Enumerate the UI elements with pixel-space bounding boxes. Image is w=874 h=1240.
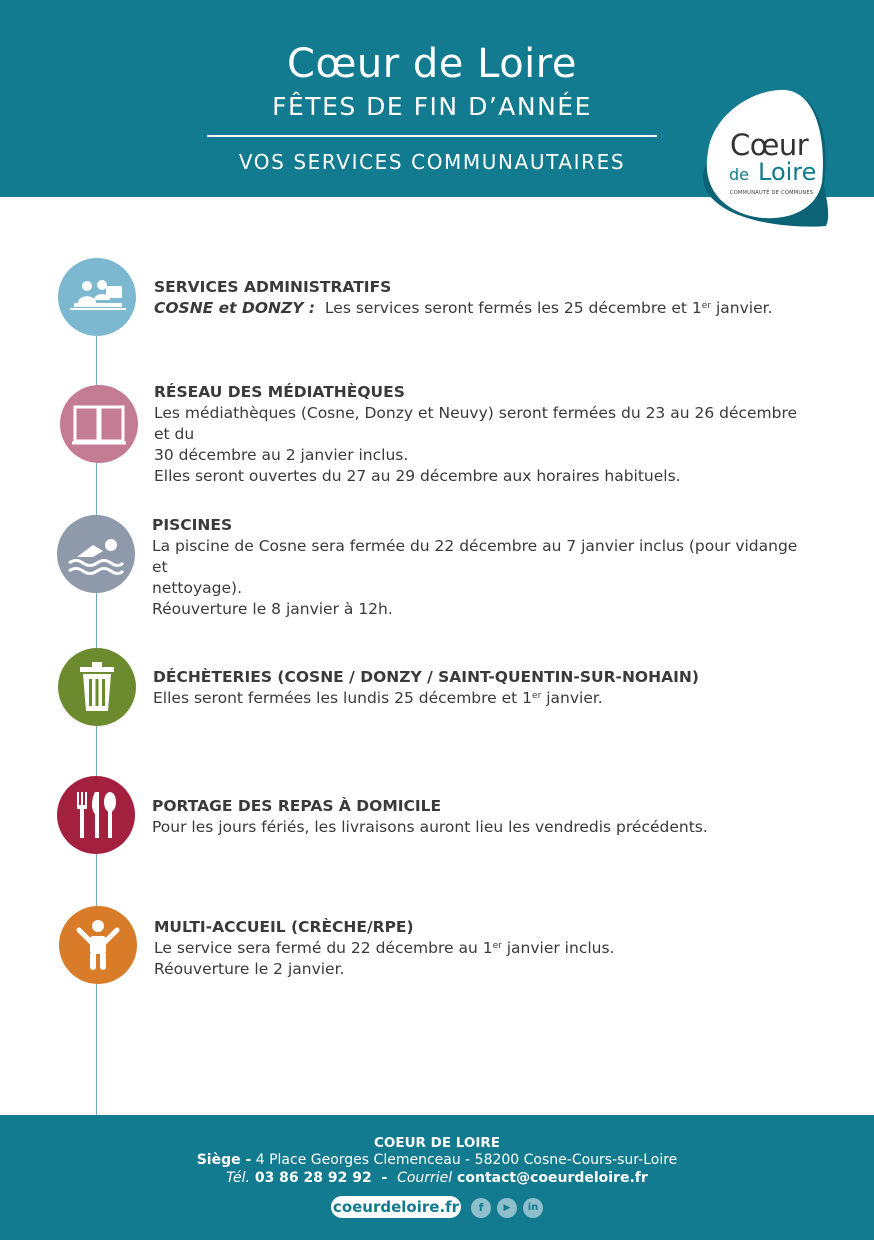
section-text-line: 30 décembre au 2 janvier inclus. (154, 446, 409, 464)
page-subtitle: FÊTES DE FIN D’ANNÉE (272, 92, 592, 121)
section-services-administratifs (154, 277, 814, 319)
section-portage-repas (152, 796, 812, 838)
footer-org: COEUR DE LOIRE (373, 1135, 501, 1151)
footer-contact: Tél. 03 86 28 92 92 - Courriel contact@coeurdeloire.fr (226, 1170, 648, 1186)
trash-bin-icon (58, 648, 136, 726)
youtube-icon[interactable]: ▶ (497, 1198, 517, 1218)
page-title: Cœur de Loire (287, 41, 577, 87)
section-decheteries (153, 667, 813, 709)
section-text-line: Pour les jours fériés, les livraisons auront lieu les vendredis précédents. (152, 818, 708, 836)
footer (0, 1115, 874, 1240)
logo (694, 86, 834, 231)
section-text: Le service sera fermé du 22 décembre au 1er janvier inclus. (154, 939, 615, 957)
logo-text-coeur: Cœur (730, 128, 809, 162)
section-piscines (152, 515, 812, 620)
section-text-line: La piscine de Cosne sera fermée du 22 décembre au 7 janvier inclus (pour vidange et (152, 537, 798, 576)
section-text-line: Les médiathèques (Cosne, Donzy et Neuvy) seront fermées du 23 au 26 décembre et du (154, 404, 798, 443)
section-title: PISCINES (152, 516, 233, 534)
section-text-line: Réouverture le 2 janvier. (154, 960, 345, 978)
logo-text-de: de (729, 165, 749, 184)
section-text-line: nettoyage). (152, 579, 243, 597)
email-link[interactable]: contact@coeurdeloire.fr (452, 1170, 648, 1186)
header-divider (207, 135, 657, 137)
logo-text-communaute: COMMUNAUTÉ DE COMMUNES (730, 190, 814, 196)
section-title: MULTI-ACCUEIL (CRÈCHE/RPE) (154, 918, 414, 936)
section-title: SERVICES ADMINISTRATIFS (154, 278, 392, 296)
section-mediatheques (154, 382, 814, 487)
section-title: PORTAGE DES REPAS À DOMICILE (152, 797, 442, 815)
open-book-icon (60, 385, 138, 463)
website-link[interactable]: coeurdeloire.fr (332, 1198, 460, 1216)
section-title: RÉSEAU DES MÉDIATHÈQUES (154, 383, 405, 401)
office-desk-icon (58, 258, 136, 336)
section-text-line: Elles seront ouvertes du 27 au 29 décembre aux horaires habituels. (154, 467, 681, 485)
footer-address: Siège - 4 Place Georges Clemenceau - 58200 Cosne-Cours-sur-Loire (196, 1152, 678, 1168)
section-multi-accueil (154, 917, 814, 980)
section-text-line: Réouverture le 8 janvier à 12h. (152, 600, 393, 618)
section-title: DÉCHÈTERIES (COSNE / DONZY / SAINT-QUENTIN-SUR-NOHAIN) (153, 668, 699, 686)
section-text: Elles seront fermées les lundis 25 décembre et 1er janvier. (153, 689, 603, 707)
cutlery-icon (57, 776, 135, 854)
facebook-icon[interactable]: f (471, 1198, 491, 1218)
section-text: COSNE et DONZY : Les services seront fermés les 25 décembre et 1er janvier. (154, 299, 773, 317)
swimmer-icon (57, 515, 135, 593)
linkedin-icon[interactable]: in (523, 1198, 543, 1218)
page-tagline: VOS SERVICES COMMUNAUTAIRES (238, 150, 626, 174)
child-icon (59, 906, 137, 984)
logo-text-loire: Loire (758, 158, 817, 186)
